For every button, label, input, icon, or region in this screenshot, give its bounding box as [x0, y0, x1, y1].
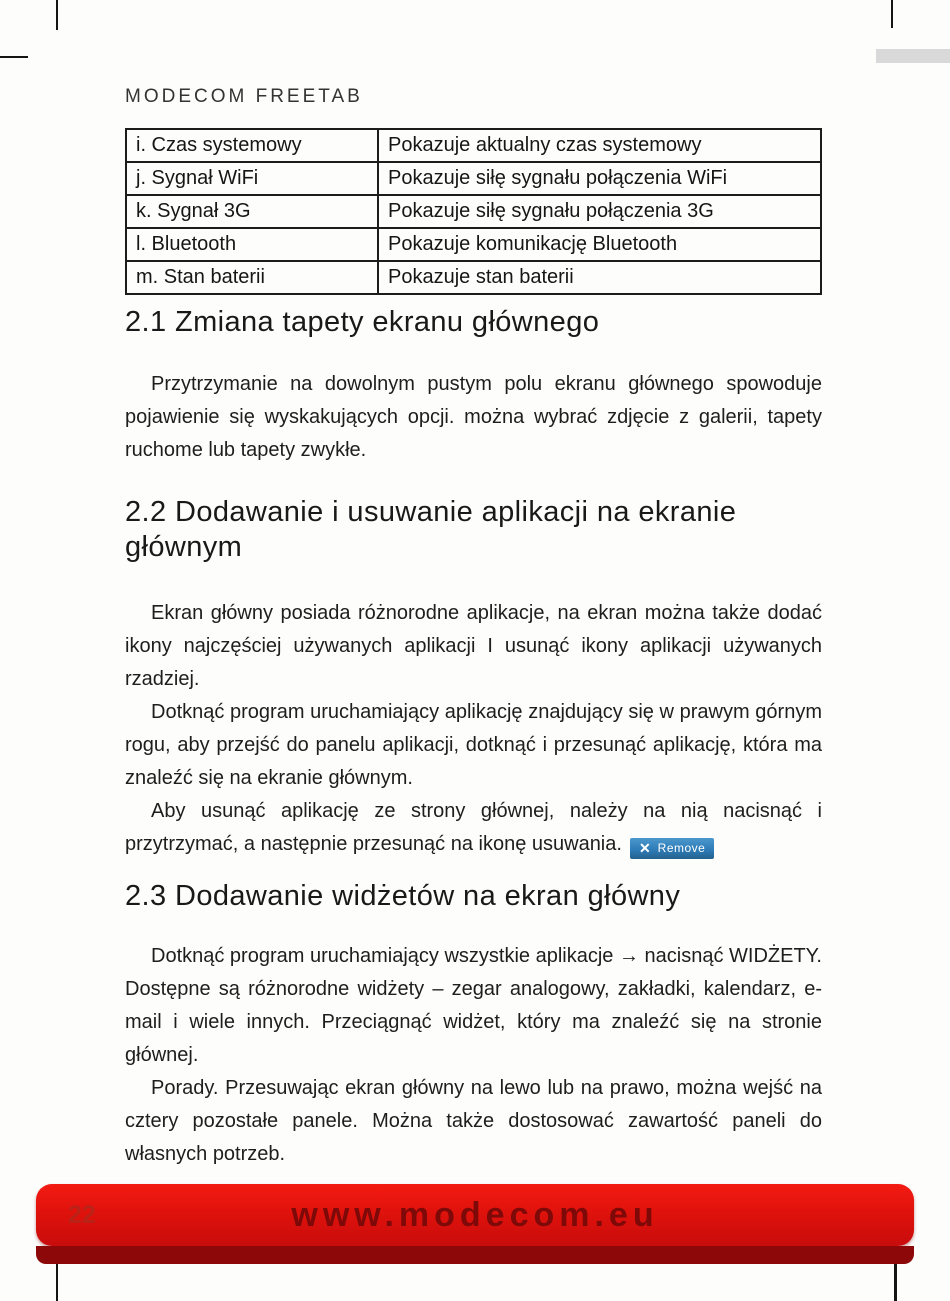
page-number: 22 — [68, 1201, 96, 1229]
footer-url: www.modecom.eu — [291, 1195, 659, 1234]
section-heading-2-2: 2.2 Dodawanie i usuwanie aplikacji na ekranie głównym — [125, 496, 737, 563]
table-cell-desc: Pokazuje siłę sygnału połączenia 3G — [378, 195, 821, 228]
table-cell-desc: Pokazuje aktualny czas systemowy — [378, 129, 821, 162]
table-cell-desc: Pokazuje siłę sygnału połączenia WiFi — [378, 162, 821, 195]
document-title: MODECOM FREETAB — [125, 86, 363, 107]
table-cell-label: k. Sygnał 3G — [126, 195, 378, 228]
paragraph: Przytrzymanie na dowolnym pustym polu ekranu głównego spowoduje pojawienie się wyskakujących opcji. można wybrać zdjęcie z galerii, tapety ruchome lub tapety zwykłe. — [125, 373, 822, 461]
paragraph: Dotknąć program uruchamiający wszystkie aplikacje → nacisnąć WIDŻETY. Dostępne są różnorodne widżety – zegar analogowy, zakładki, kalendarz, e-mail i wiele innych. Przeciągnąć widżet, który ma znaleźć się na stronie głównej. — [125, 945, 822, 1066]
remove-badge — [630, 838, 714, 859]
paragraph — [125, 795, 822, 861]
table-cell-label: l. Bluetooth — [126, 228, 378, 261]
paragraph-text: Aby usunąć aplikację ze strony głównej, należy na nią nacisnąć i przytrzymać, a następnie przesunąć na ikonę usuwania. — [125, 800, 822, 855]
table-cell-desc: Pokazuje stan baterii — [378, 261, 821, 294]
table-row — [126, 195, 821, 228]
section-heading-2-1: 2.1 Zmiana tapety ekranu głównego — [125, 306, 600, 338]
table-cell-label: j. Sygnał WiFi — [126, 162, 378, 195]
paragraph: Porady. Przesuwając ekran główny na lewo lub na prawo, można wejść na cztery pozostałe panele. Można także dostosować zawartość paneli do własnych potrzeb. — [125, 1077, 822, 1165]
section-heading-2-3: 2.3 Dodawanie widżetów na ekran główny — [125, 880, 681, 912]
remove-badge-label: Remove — [657, 841, 706, 855]
table-row — [126, 162, 821, 195]
crop-mark-top-left-horizontal — [0, 56, 28, 58]
crop-mark-top-right-vertical — [891, 0, 893, 28]
section-2-3-body — [125, 940, 822, 1171]
table-row — [126, 228, 821, 261]
table-row — [126, 261, 821, 294]
section-2-2-body — [125, 597, 822, 861]
status-icons-table — [125, 128, 822, 295]
x-icon: ✕ — [638, 840, 651, 856]
table-cell-label: i. Czas systemowy — [126, 129, 378, 162]
footer-dark-strip — [36, 1246, 914, 1264]
paragraph: Ekran główny posiada różnorodne aplikacje, na ekran można także dodać ikony najczęściej używanych aplikacji I usunąć ikony aplikacji używanych rzadziej. — [125, 602, 822, 690]
scan-artifact-bar — [876, 49, 950, 63]
crop-mark-top-left-vertical — [56, 0, 58, 30]
table-row — [126, 129, 821, 162]
footer-banner — [36, 1184, 914, 1246]
table-cell-label: m. Stan baterii — [126, 261, 378, 294]
page-content — [125, 0, 822, 1171]
paragraph: Dotknąć program uruchamiający aplikację znajdujący się w prawym górnym rogu, aby przejść do panelu aplikacji, dotknąć i przesunąć aplikację, która ma znaleźć się na ekranie głównym. — [125, 701, 822, 789]
table-cell-desc: Pokazuje komunikację Bluetooth — [378, 228, 821, 261]
